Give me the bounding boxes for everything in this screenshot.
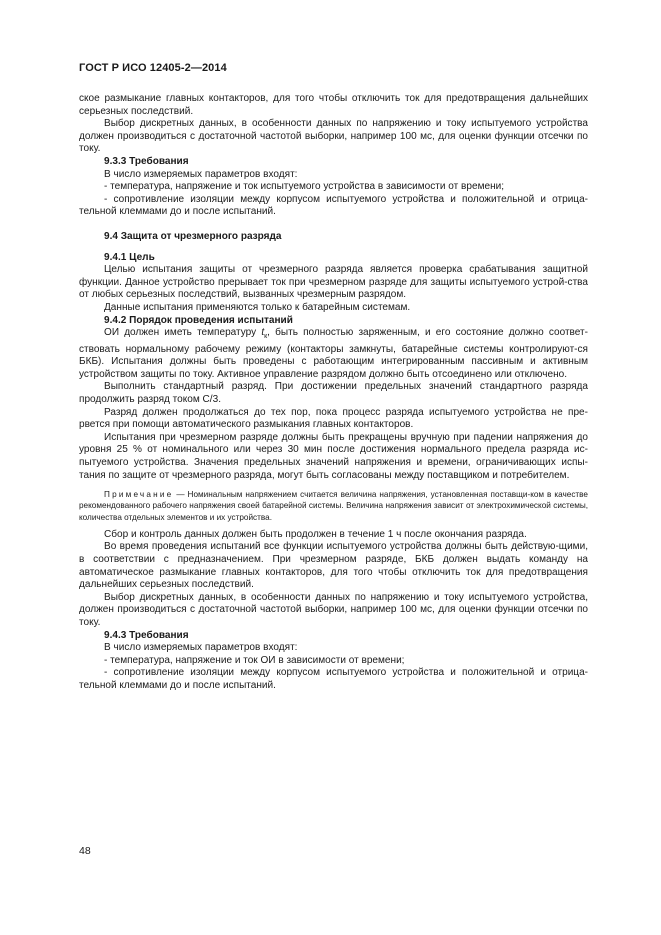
paragraph: В число измеряемых параметров входят: [104, 642, 298, 654]
paragraph: ское размыкание главных контакторов, для того чтобы отключить ток для предотвращения дальнейших серьезных последствий. [79, 93, 588, 117]
section-title-9-4-3: 9.4.3 Требования [104, 629, 189, 641]
paragraph: Выбор дискретных данных, в особенности данных по напряжению и току испытуемого устройства, должен производиться с достаточной частотой выборки, например 100 мс, для оценки функции отсечки по току. [79, 591, 588, 628]
list-item: - сопротивление изоляции между корпусом испытуемого устройства и положительной и отрица-тельной клеммами до и после испытаний. [79, 193, 588, 218]
note-text: — Номинальным напряжением считается величина напряжения, установленная поставщи-ком в качестве рекомендованного рабочего напряжения своей батарейной системы. Величина напряжения зависит от электрохимической системы, количества отдельных элементов и их устройства. [79, 490, 588, 522]
paragraph: ОИ должен иметь температуру $t_к$, быть полностью заряженным, и его состояние должно соответ-ствовать нормальному рабочему режиму (контакторы замкнуты, батарейные системы контролируют-ся БКБ). Испытания должны быть проведены с работающим интегрированным пассивным и активным устройством защиты по току. Активное управление разрядом должно быть отсоединено или отключено. [79, 327, 588, 380]
list-item: - температура, напряжение и ток испытуемого устройства в зависимости от времени; [104, 181, 505, 193]
paragraph: Данные испытания применяются только к батарейным системам. [104, 301, 411, 313]
note-label: Примечание [104, 490, 174, 500]
paragraph: Во время проведения испытаний все функции испытуемого устройства должны быть действую-щими, в соответствии с предназначением. При чрезмерном разряде, БКБ должен выдать команду на автоматическое размыкание главных контакторов, для того чтобы отключить ток для предотвращения дальнейших серьезных последствий. [79, 541, 588, 591]
paragraph: В число измеряемых параметров входят: [104, 168, 298, 180]
document-body [79, 93, 588, 693]
page-number: 48 [79, 845, 91, 857]
document-header: ГОСТ Р ИСО 12405-2—2014 [79, 62, 227, 74]
paragraph: Сбор и контроль данных должен быть продолжен в течение 1 ч после окончания разряда. [104, 528, 527, 540]
paragraph: Испытания при чрезмерном разряде должны быть прекращены вручную при падении напряжения до уровня 25 % от номинального или через 30 мин после достижения нормального предела разряда ис-пытуемого устройства. Значения предельных значений напряжения и времени, ограничивающих испы-тания по защите от чрезмерного разряда, могут быть согласованы между поставщиком и потребителем. [79, 431, 588, 481]
paragraph: Целью испытания защиты от чрезмерного разряда является проверка срабатывания защитной функции. Данное устройство прерывает ток при чрезмерном разряде для защиты испытуемого устрой-ства от любых серьезных последствий, вызванных чрезмерным разрядом. [79, 264, 588, 301]
list-item: - температура, напряжение и ток ОИ в зависимости от времени; [104, 654, 405, 666]
section-title-9-3-3: 9.3.3 Требования [104, 155, 189, 167]
paragraph: Разряд должен продолжаться до тех пор, пока процесс разряда испытуемого устройства не пре-рвется при помощи автоматического размыкания главных контакторов. [79, 406, 588, 431]
section-title-9-4-1: 9.4.1 Цель [104, 251, 155, 263]
list-item: - сопротивление изоляции между корпусом испытуемого устройства и положительной и отрица-тельной клеммами до и после испытаний. [79, 667, 588, 691]
paragraph: Выбор дискретных данных, в особенности данных по напряжению и току испытуемого устройства должен производиться с достаточной частотой выборки, например 100 мс, для оценки функции отсечки по току. [79, 118, 588, 155]
section-title-9-4-2: 9.4.2 Порядок проведения испытаний [104, 314, 293, 326]
section-title-9-4: 9.4 Защита от чрезмерного разряда [104, 230, 282, 242]
note [79, 489, 588, 523]
paragraph: Выполнить стандартный разряд. При достижении предельных значений стандартного разряда продолжить разряд током С/3. [79, 381, 588, 406]
